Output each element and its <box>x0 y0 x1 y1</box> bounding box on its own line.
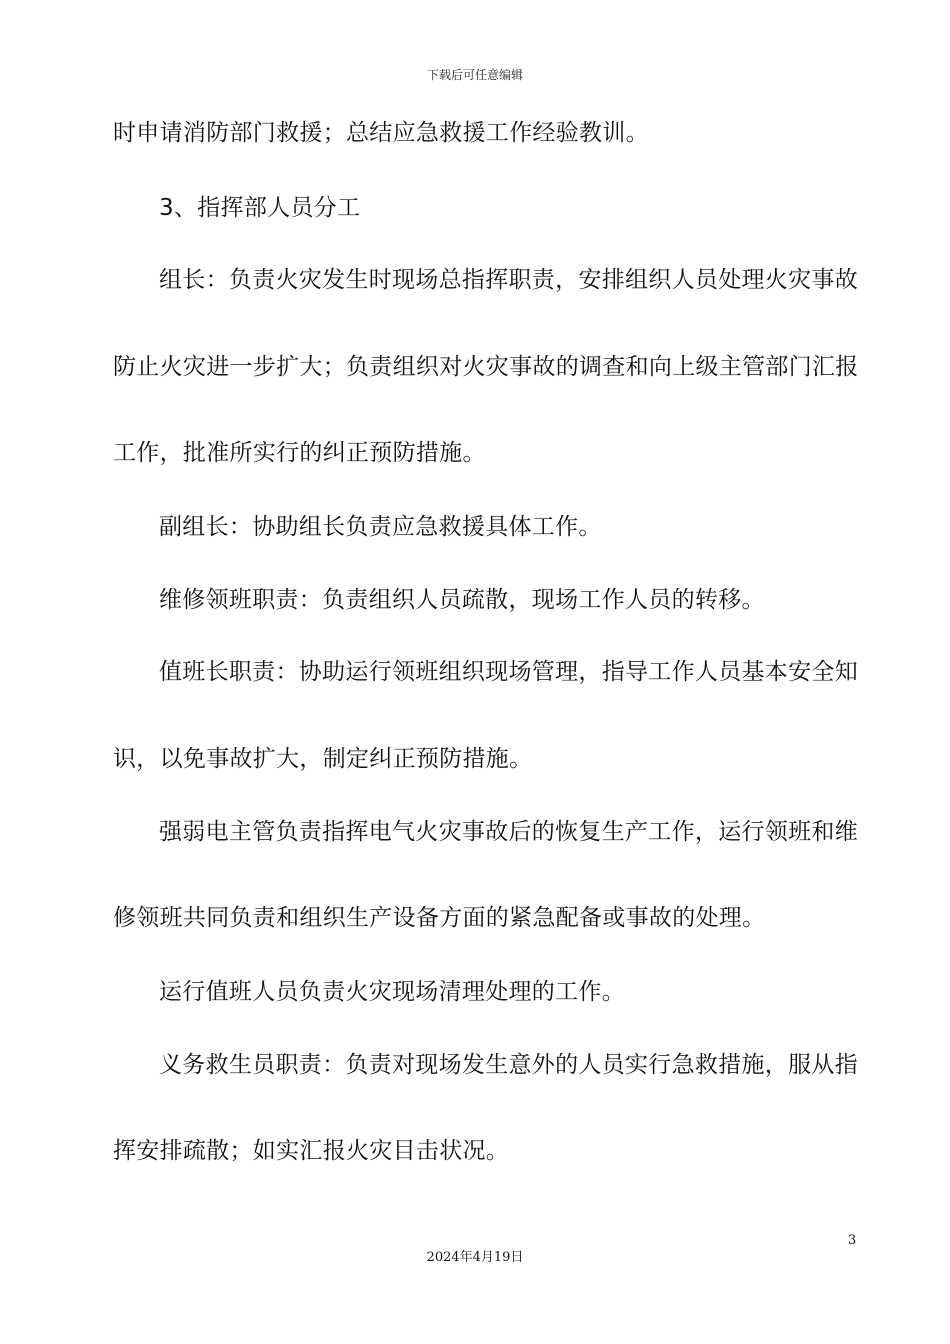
page-header-note: 下载后可任意编辑 <box>426 68 523 82</box>
section-heading: 3、指挥部人员分工 <box>159 195 361 221</box>
body-line-4: 防止火灾进一步扩大；负责组织对火灾事故的调查和向上级主管部门汇报 <box>113 354 859 380</box>
body-line-6: 副组长：协助组长负责应急救援具体工作。 <box>159 514 602 540</box>
body-line-10: 强弱电主管负责指挥电气火灾事故后的恢复生产工作，运行领班和维 <box>159 819 858 845</box>
body-line-9: 识，以免事故扩大，制定纠正预防措施。 <box>113 746 533 772</box>
page-number: 3 <box>848 1233 857 1248</box>
body-line-11: 修领班共同负责和组织生产设备方面的紧急配备或事故的处理。 <box>113 905 766 931</box>
body-line-3: 组长：负责火灾发生时现场总指挥职责，安排组织人员处理火灾事故 <box>159 267 858 293</box>
body-line-1: 时申请消防部门救援；总结应急救援工作经验教训。 <box>113 120 649 146</box>
body-line-14: 挥安排疏散；如实汇报火灾目击状况。 <box>113 1138 510 1164</box>
body-line-13: 义务救生员职责：负责对现场发生意外的人员实行急救措施，服从指 <box>159 1052 858 1078</box>
footer-date: 2024年4月19日 <box>426 1250 524 1265</box>
body-line-12: 运行值班人员负责火灾现场清理处理的工作。 <box>159 979 625 1005</box>
body-line-5: 工作，批准所实行的纠正预防措施。 <box>113 440 486 466</box>
body-line-7: 维修领班职责：负责组织人员疏散，现场工作人员的转移。 <box>159 587 765 613</box>
body-line-8: 值班长职责：协助运行领班组织现场管理，指导工作人员基本安全知 <box>159 659 858 685</box>
